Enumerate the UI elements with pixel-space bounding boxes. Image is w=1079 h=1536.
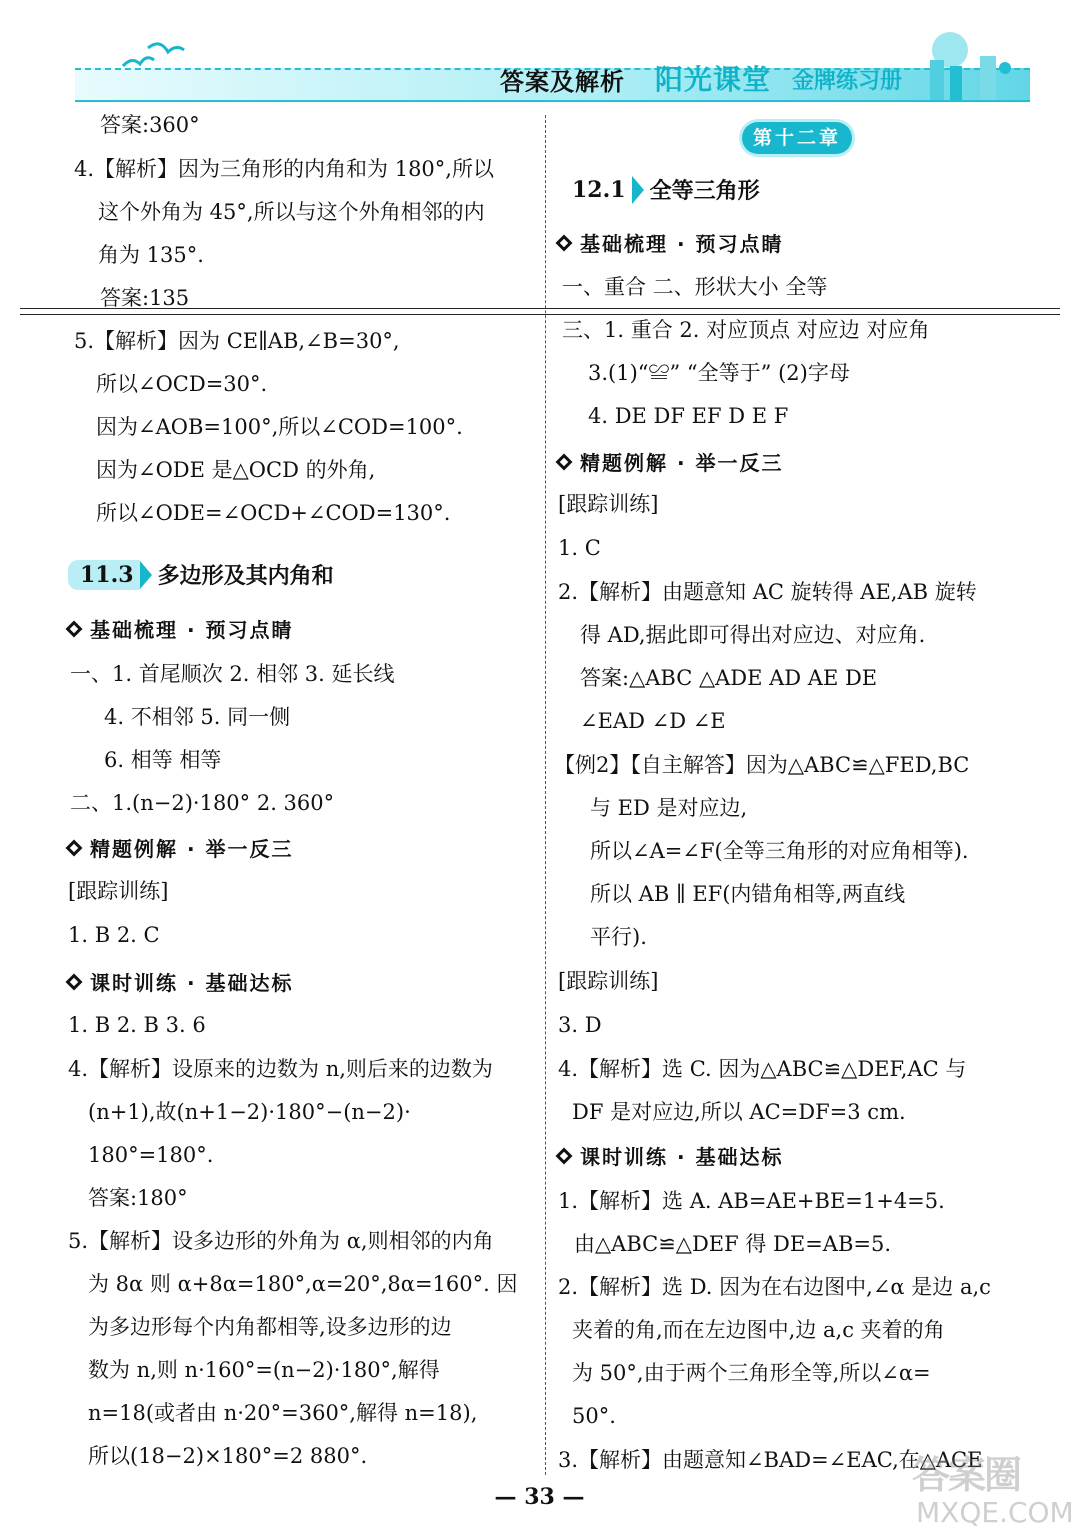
- left-text-line: 1. B 2. B 3. 6: [68, 1013, 206, 1037]
- right-text-line: 与 ED 是对应边,: [590, 796, 748, 820]
- section-title: 多边形及其内角和: [157, 564, 334, 589]
- watermark-url: MXQE.COM: [916, 1496, 1074, 1529]
- diamond-icon: [66, 839, 83, 856]
- subheading-text: 基础梳理 · 预习点睛: [580, 232, 784, 256]
- diamond-icon: [556, 234, 573, 251]
- right-text-line: 答案:△ABC △ADE AD AE DE: [580, 666, 878, 690]
- header-brand: 阳光课堂: [655, 63, 772, 96]
- page-number: — 33 —: [494, 1484, 585, 1510]
- arrow-icon: [140, 561, 152, 589]
- subheading-basic-review: [552, 228, 784, 257]
- left-text-line: 因为∠AOB=100°,所以∠COD=100°.: [96, 415, 463, 439]
- subheading-text: 课时训练 · 基础达标: [580, 1145, 784, 1169]
- right-text-line: 3. D: [558, 1013, 602, 1037]
- left-text-line: 为多边形每个内角都相等,设多边形的边: [88, 1315, 452, 1339]
- left-text-line: 5.【解析】设多边形的外角为 α,则相邻的内角: [68, 1229, 494, 1253]
- left-text-line: 4.【解析】因为三角形的内角和为 180°,所以: [74, 157, 494, 181]
- left-text-line: (n+1),故(n+1−2)·180°−(n−2)·: [88, 1100, 411, 1124]
- diamond-icon: [66, 620, 83, 637]
- left-text-line: 所以∠ODE=∠OCD+∠COD=130°.: [96, 501, 451, 525]
- city-skyline-icon: [920, 20, 1040, 100]
- left-text-line: 答案:180°: [88, 1186, 188, 1210]
- section-heading-12-1: [558, 174, 760, 205]
- right-text-line: [跟踪训练]: [558, 969, 659, 993]
- arrow-icon: [632, 176, 644, 204]
- subheading-class-exercises: [552, 1141, 784, 1170]
- right-text-line: 1. C: [558, 536, 601, 560]
- section-number: 11.3: [68, 560, 140, 590]
- right-text-line: 【例2】【自主解答】因为△ABC≌△FED,BC: [554, 753, 970, 777]
- left-text-line: 1. B 2. C: [68, 923, 160, 947]
- right-text-line: ∠EAD ∠D ∠E: [580, 709, 726, 733]
- right-text-line: 3.【解析】由题意知∠BAD=∠EAC,在△ACE: [558, 1448, 983, 1472]
- left-text-line: 5.【解析】因为 CE∥AB,∠B=30°,: [74, 329, 400, 353]
- left-text-line: 因为∠ODE 是△OCD 的外角,: [96, 458, 376, 482]
- right-text-line: 由△ABC≌△DEF 得 DE=AB=5.: [574, 1232, 892, 1256]
- left-text-line: [跟踪训练]: [68, 879, 169, 903]
- diamond-icon: [556, 1147, 573, 1164]
- subheading-worked-examples: [62, 833, 294, 862]
- right-text-line: 50°.: [572, 1404, 616, 1428]
- right-text-line: 4. DE DF EF D E F: [588, 404, 789, 428]
- right-text-line: 2.【解析】由题意知 AC 旋转得 AE,AB 旋转: [558, 580, 977, 604]
- right-text-line: 所以 AB ∥ EF(内错角相等,两直线: [590, 882, 906, 906]
- right-text-line: 4.【解析】选 C. 因为△ABC≌△DEF,AC 与: [558, 1057, 967, 1081]
- subheading-basic-review: [62, 614, 294, 643]
- page-header: [0, 0, 1079, 110]
- right-text-line: 三、1. 重合 2. 对应顶点 对应边 对应角: [562, 318, 930, 342]
- left-text-line: 所以(18−2)×180°=2 880°.: [88, 1444, 368, 1468]
- right-text-line: 3.(1)“≌” “全等于” (2)字母: [588, 361, 850, 385]
- right-text-line: 平行).: [590, 925, 647, 949]
- left-text-line: 答案:360°: [100, 113, 200, 137]
- header-title: 答案及解析: [500, 68, 625, 96]
- subheading-text: 精题例解 · 举一反三: [90, 837, 294, 861]
- section-number: 12.1: [572, 176, 626, 203]
- right-text-line: DF 是对应边,所以 AC=DF=3 cm.: [572, 1100, 906, 1124]
- subheading-class-exercises: [62, 967, 294, 996]
- left-text-line: 数为 n,则 n·160°=(n−2)·180°,解得: [88, 1358, 440, 1382]
- header-subtitle: 金牌练习册: [792, 69, 903, 94]
- watermark: [912, 1444, 1072, 1532]
- left-text-line: 为 8α 则 α+8α=180°,α=20°,8α=160°. 因: [88, 1272, 518, 1296]
- section-heading-11-3: [68, 559, 334, 590]
- left-text-line: 一、1. 首尾顺次 2. 相邻 3. 延长线: [70, 662, 395, 686]
- diamond-icon: [556, 453, 573, 470]
- subheading-worked-examples: [552, 447, 784, 476]
- right-text-line: 1.【解析】选 A. AB=AE+BE=1+4=5.: [558, 1189, 945, 1213]
- watermark-text: 答案圈: [912, 1453, 1021, 1497]
- right-text-line: 所以∠A=∠F(全等三角形的对应角相等).: [590, 839, 969, 863]
- left-text-line: 角为 135°.: [98, 243, 204, 267]
- left-text-line: 所以∠OCD=30°.: [96, 372, 268, 396]
- left-text-line: 4.【解析】设原来的边数为 n,则后来的边数为: [68, 1057, 493, 1081]
- right-text-line: 为 50°,由于两个三角形全等,所以∠α=: [572, 1361, 931, 1385]
- column-divider: [545, 115, 546, 1475]
- chapter-badge: 第十二章: [742, 122, 852, 154]
- right-text-line: 2.【解析】选 D. 因为在右边图中,∠α 是边 a,c: [558, 1275, 991, 1299]
- left-text-line: 这个外角为 45°,所以与这个外角相邻的内: [98, 200, 485, 224]
- left-text-line: 二、1.(n−2)·180° 2. 360°: [70, 791, 335, 815]
- left-text-line: 180°=180°.: [88, 1143, 214, 1167]
- subheading-text: 课时训练 · 基础达标: [90, 971, 294, 995]
- right-text-line: 得 AD,据此即可得出对应边、对应角.: [580, 623, 926, 647]
- subheading-text: 基础梳理 · 预习点睛: [90, 618, 294, 642]
- right-text-line: 一、重合 二、形状大小 全等: [562, 275, 828, 299]
- subheading-text: 精题例解 · 举一反三: [580, 451, 784, 475]
- right-text-line: 夹着的角,而在左边图中,边 a,c 夹着的角: [572, 1318, 945, 1342]
- left-text-line: 6. 相等 相等: [104, 748, 222, 772]
- diamond-icon: [66, 973, 83, 990]
- left-text-line: 答案:135: [100, 286, 190, 310]
- section-title: 全等三角形: [649, 179, 760, 204]
- left-text-line: 4. 不相邻 5. 同一侧: [104, 705, 291, 729]
- left-text-line: n=18(或者由 n·20°=360°,解得 n=18),: [88, 1401, 478, 1425]
- right-text-line: [跟踪训练]: [558, 492, 659, 516]
